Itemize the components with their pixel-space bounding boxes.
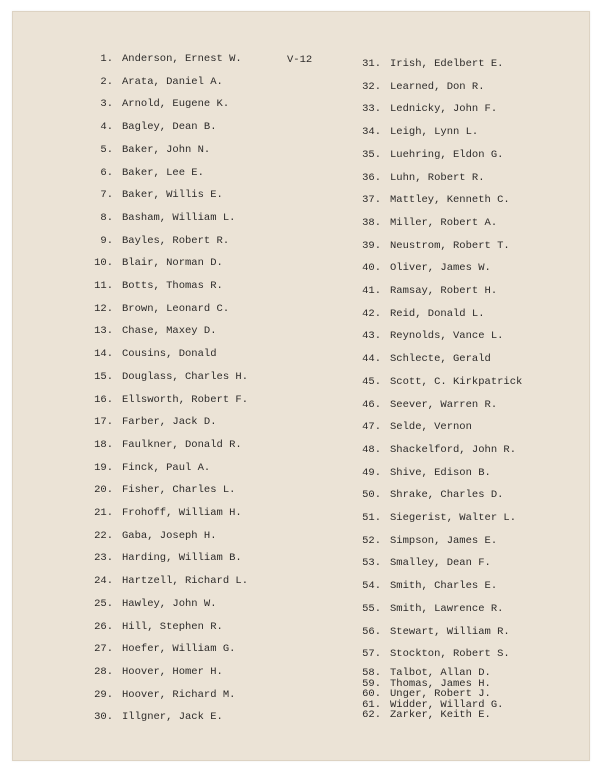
entry-number: 34. <box>362 126 381 139</box>
entry-name: Bagley, Dean B. <box>122 121 217 134</box>
entry-number: 58. <box>362 667 381 680</box>
roster-entry <box>348 489 503 501</box>
entry-number: 27. <box>94 643 113 656</box>
entry-number: 6. <box>100 166 113 179</box>
entry-name: Smith, Lawrence R. <box>390 602 504 615</box>
entry-name: Illgner, Jack E. <box>122 711 223 724</box>
entry-name: Irish, Edelbert E. <box>390 58 504 70</box>
entry-name: Cousins, Donald <box>122 348 217 361</box>
entry-name: Oliver, James W. <box>390 262 491 275</box>
roster-entry <box>80 303 229 315</box>
roster-entry <box>348 217 497 229</box>
roster-entry <box>348 376 522 388</box>
entry-number: 15. <box>94 370 113 383</box>
entry-number: 32. <box>362 80 381 93</box>
roster-entry <box>348 103 497 115</box>
entry-number: 36. <box>362 171 381 184</box>
roster-entry <box>80 235 229 247</box>
entry-number: 42. <box>362 307 381 320</box>
roster-entry <box>80 167 204 179</box>
entry-name: Seever, Warren R. <box>390 398 498 411</box>
roster-entry <box>80 711 223 723</box>
entry-name: Ramsay, Robert H. <box>390 285 498 297</box>
roster-entry <box>348 535 497 547</box>
entry-number: 47. <box>362 421 381 434</box>
entry-number: 55. <box>362 602 381 615</box>
entry-number: 56. <box>362 625 381 638</box>
roster-entry <box>348 648 510 660</box>
entry-name: Reynolds, Vance L. <box>390 330 504 343</box>
entry-name: Baker, Lee E. <box>122 166 204 179</box>
entry-name: Talbot, Allan D. <box>390 667 491 680</box>
entry-name: Botts, Thomas R. <box>122 280 223 292</box>
roster-entry <box>348 580 497 592</box>
entry-name: Leigh, Lynn L. <box>390 126 479 139</box>
entry-number: 17. <box>94 416 113 429</box>
roster-entry <box>348 399 497 411</box>
entry-name: Thomas, James H. <box>390 677 491 690</box>
entry-number: 30. <box>94 711 113 724</box>
entry-name: Chase, Maxey D. <box>122 325 217 338</box>
roster-entry <box>80 212 235 224</box>
entry-number: 8. <box>100 211 113 224</box>
entry-name: Hoover, Richard M. <box>122 688 236 701</box>
entry-name: Simpson, James E. <box>390 534 498 547</box>
entry-number: 44. <box>362 353 381 366</box>
entry-number: 5. <box>100 143 113 156</box>
entry-number: 2. <box>100 75 113 88</box>
entry-name: Unger, Robert J. <box>390 688 491 701</box>
entry-name: Basham, William L. <box>122 211 236 224</box>
roster-entry <box>80 189 223 201</box>
entry-name: Siegerist, Walter L. <box>390 512 517 524</box>
entry-name: Baker, John N. <box>122 143 211 156</box>
roster-entry <box>348 308 485 320</box>
roster-entry <box>80 484 235 496</box>
page-label: V-12 <box>287 54 313 66</box>
entry-name: Widder, Willard G. <box>390 698 504 711</box>
entry-number: 57. <box>362 648 381 661</box>
roster-entry <box>80 371 248 383</box>
entry-number: 41. <box>362 285 381 297</box>
roster-entry <box>80 666 223 678</box>
entry-name: Stockton, Robert S. <box>390 648 510 661</box>
roster-entry <box>80 530 217 542</box>
entry-name: Learned, Don R. <box>390 80 485 93</box>
roster-entry <box>80 121 217 133</box>
entry-number: 39. <box>362 239 381 252</box>
entry-number: 49. <box>362 466 381 479</box>
entry-name: Arata, Daniel A. <box>122 75 223 88</box>
roster-entry <box>80 53 242 65</box>
entry-name: Bayles, Robert R. <box>122 234 230 247</box>
entry-name: Hoover, Homer H. <box>122 665 223 678</box>
entry-number: 45. <box>362 375 381 388</box>
entry-number: 7. <box>100 189 113 202</box>
entry-number: 12. <box>94 302 113 315</box>
roster-entry <box>348 285 497 297</box>
entry-number: 46. <box>362 398 381 411</box>
entry-number: 62. <box>362 709 381 722</box>
roster-entry <box>80 575 248 587</box>
entry-name: Faulkner, Donald R. <box>122 438 242 451</box>
roster-entry <box>80 643 235 655</box>
entry-name: Shrake, Charles D. <box>390 489 504 502</box>
entry-number: 52. <box>362 534 381 547</box>
roster-entry <box>80 257 223 269</box>
roster-entry <box>348 709 491 721</box>
roster-entry <box>348 240 510 252</box>
entry-number: 33. <box>362 103 381 116</box>
entry-name: Baker, Willis E. <box>122 189 223 202</box>
entry-number: 59. <box>362 677 381 690</box>
roster-entry <box>80 348 217 360</box>
entry-name: Luehring, Eldon G. <box>390 148 504 161</box>
roster-entry <box>80 76 223 88</box>
paper-sheet <box>12 11 590 761</box>
entry-name: Hill, Stephen R. <box>122 620 223 633</box>
entry-name: Finck, Paul A. <box>122 461 211 474</box>
entry-number: 28. <box>94 665 113 678</box>
roster-entry <box>80 621 223 633</box>
roster-entry <box>80 689 235 701</box>
entry-name: Shive, Edison B. <box>390 466 491 479</box>
entry-name: Smith, Charles E. <box>390 580 498 593</box>
entry-number: 9. <box>100 234 113 247</box>
entry-number: 3. <box>100 98 113 111</box>
roster-entry <box>348 172 485 184</box>
entry-name: Blair, Norman D. <box>122 257 223 270</box>
entry-number: 43. <box>362 330 381 343</box>
entry-name: Schlecte, Gerald <box>390 353 491 366</box>
entry-name: Gaba, Joseph H. <box>122 529 217 542</box>
roster-entry <box>348 126 478 138</box>
entry-name: Reid, Donald L. <box>390 307 485 320</box>
roster-entry <box>80 462 210 474</box>
entry-name: Shackelford, John R. <box>390 443 517 456</box>
roster-entry <box>348 262 491 274</box>
entry-number: 19. <box>94 461 113 474</box>
entry-number: 23. <box>94 552 113 565</box>
roster-entry <box>348 81 485 93</box>
roster-entry <box>348 603 503 615</box>
entry-number: 21. <box>94 507 113 519</box>
roster-entry <box>80 416 217 428</box>
entry-number: 31. <box>362 58 381 70</box>
entry-number: 29. <box>94 688 113 701</box>
entry-name: Smalley, Dean F. <box>390 557 491 570</box>
roster-entry <box>348 626 510 638</box>
entry-number: 4. <box>100 121 113 134</box>
entry-name: Zarker, Keith E. <box>390 709 491 722</box>
entry-number: 54. <box>362 580 381 593</box>
roster-entry <box>80 394 248 406</box>
roster-entry <box>348 194 510 206</box>
entry-name: Anderson, Ernest W. <box>122 53 242 65</box>
entry-name: Fisher, Charles L. <box>122 484 236 497</box>
entry-name: Miller, Robert A. <box>390 216 498 229</box>
roster-entry <box>80 598 217 610</box>
roster-entry <box>80 98 229 110</box>
entry-number: 14. <box>94 348 113 361</box>
entry-name: Luhn, Robert R. <box>390 171 485 184</box>
entry-number: 40. <box>362 262 381 275</box>
roster-entry <box>80 552 242 564</box>
entry-name: Harding, William B. <box>122 552 242 565</box>
entry-name: Farber, Jack D. <box>122 416 217 429</box>
entry-number: 37. <box>362 194 381 207</box>
roster-entry <box>80 439 242 451</box>
entry-number: 1. <box>100 53 113 65</box>
roster-entry <box>80 325 217 337</box>
entry-number: 24. <box>94 575 113 588</box>
entry-name: Stewart, William R. <box>390 625 510 638</box>
entry-name: Hartzell, Richard L. <box>122 575 249 588</box>
entry-name: Lednicky, John F. <box>390 103 498 116</box>
entry-number: 50. <box>362 489 381 502</box>
entry-name: Hoefer, William G. <box>122 643 236 656</box>
entry-number: 20. <box>94 484 113 497</box>
entry-name: Ellsworth, Robert F. <box>122 393 249 406</box>
entry-number: 61. <box>362 698 381 711</box>
entry-number: 60. <box>362 688 381 701</box>
entry-number: 13. <box>94 325 113 338</box>
entry-name: Hawley, John W. <box>122 597 217 610</box>
roster-entry <box>348 421 472 433</box>
entry-number: 10. <box>94 257 113 270</box>
roster-entry <box>80 280 223 292</box>
roster-entry <box>348 330 503 342</box>
entry-number: 53. <box>362 557 381 570</box>
entry-name: Scott, C. Kirkpatrick <box>390 375 523 388</box>
entry-number: 25. <box>94 597 113 610</box>
entry-number: 22. <box>94 529 113 542</box>
entry-number: 26. <box>94 620 113 633</box>
roster-entry <box>80 507 242 519</box>
entry-name: Frohoff, William H. <box>122 507 242 519</box>
entry-name: Selde, Vernon <box>390 421 472 434</box>
roster-entry <box>348 467 491 479</box>
entry-number: 38. <box>362 216 381 229</box>
entry-number: 51. <box>362 512 381 524</box>
entry-name: Mattley, Kenneth C. <box>390 194 510 207</box>
entry-name: Neustrom, Robert T. <box>390 239 510 252</box>
roster-entry <box>348 149 503 161</box>
roster-entry <box>348 512 516 524</box>
roster-entry <box>348 557 491 569</box>
entry-name: Arnold, Eugene K. <box>122 98 230 111</box>
entry-number: 16. <box>94 393 113 406</box>
entry-number: 18. <box>94 438 113 451</box>
roster-entry <box>80 144 210 156</box>
entry-number: 11. <box>94 280 113 292</box>
entry-name: Brown, Leonard C. <box>122 302 230 315</box>
entry-number: 48. <box>362 443 381 456</box>
entry-number: 35. <box>362 148 381 161</box>
roster-entry <box>348 58 503 70</box>
roster-entry <box>348 353 491 365</box>
entry-name: Douglass, Charles H. <box>122 370 249 383</box>
roster-entry <box>348 444 516 456</box>
